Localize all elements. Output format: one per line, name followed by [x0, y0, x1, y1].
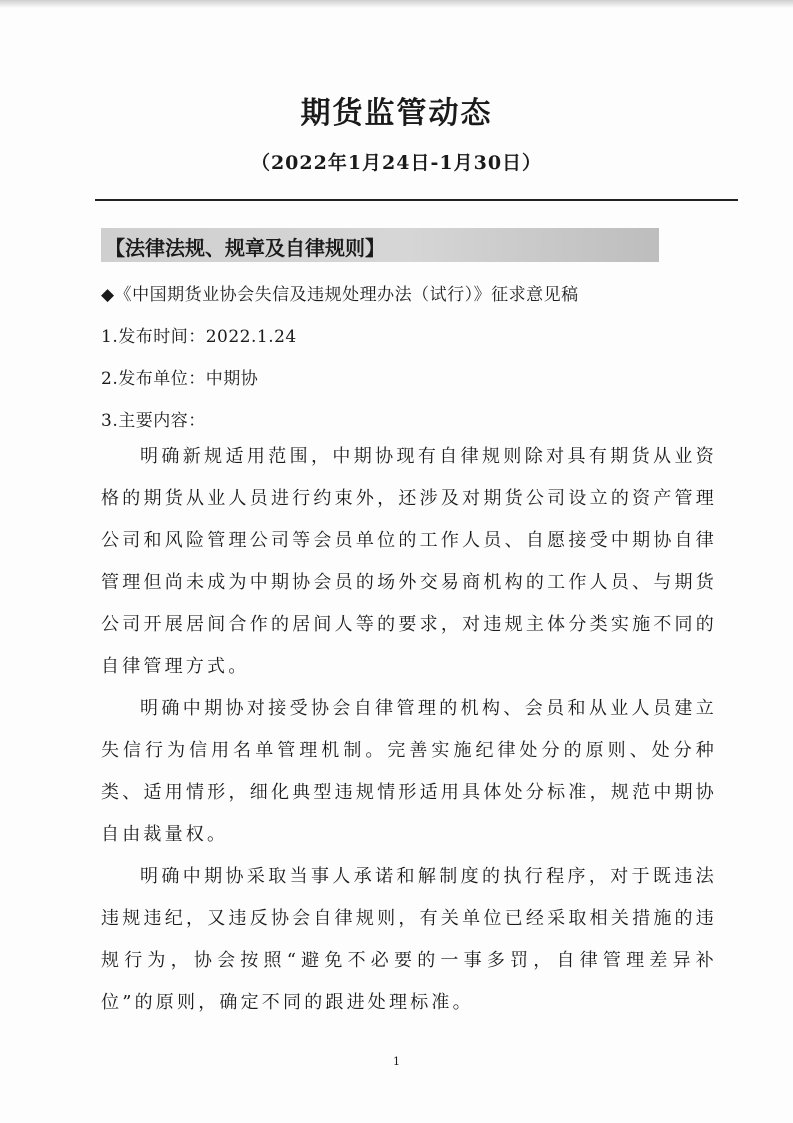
content-paragraph-3: 明确中期协采取当事人承诺和解制度的执行程序，对于既违法违规违纪，又违反协会自律规则，有关单位已经采取相关措施的违规行为，协会按照“避免不必要的一事多罚，自律管理差异补位”的原则，确定不同的跟进处理标准。 — [101, 866, 717, 1013]
page-number: 1 — [393, 1055, 400, 1068]
date-range: （2022年1月24日-1月30日） — [250, 152, 543, 174]
scan-edge — [0, 0, 793, 8]
item-title-line — [101, 280, 579, 305]
content-paragraph-1: 明确新规适用范围，中期协现有自律规则除对具有期货从业资格的期货从业人员进行约束外，还涉及对期货公司设立的资产管理公司和风险管理公司等会员单位的工作人员、自愿接受中期协自律管理但尚未成为中期协会员的场外交易商机构的工作人员、与期货公司开展居间合作的居间人等的要求，对违规主体分类实施不同的自律管理方式。 — [101, 446, 717, 677]
publisher: 2.发布单位：中期协 — [101, 369, 259, 389]
release-time: 1.发布时间：2022.1.24 — [101, 327, 297, 347]
page-title: 期货监管动态 — [300, 96, 493, 131]
content-label: 3.主要内容： — [101, 411, 206, 431]
item-title: 《中国期货业协会失信及违规处理办法（试行）》征求意见稿 — [114, 285, 579, 305]
bullet-icon: ◆ — [101, 285, 115, 305]
header-divider — [95, 199, 738, 201]
content-paragraph-2: 明确中期协对接受协会自律管理的机构、会员和从业人员建立失信行为信用名单管理机制。完善实施纪律处分的原则、处分种类、适用情形，细化典型违规情形适用具体处分标准，规范中期协自由裁量权。 — [101, 698, 717, 845]
section-heading — [101, 228, 659, 262]
section-heading-text: 【法律法规、规章及自律规则】 — [105, 236, 385, 260]
